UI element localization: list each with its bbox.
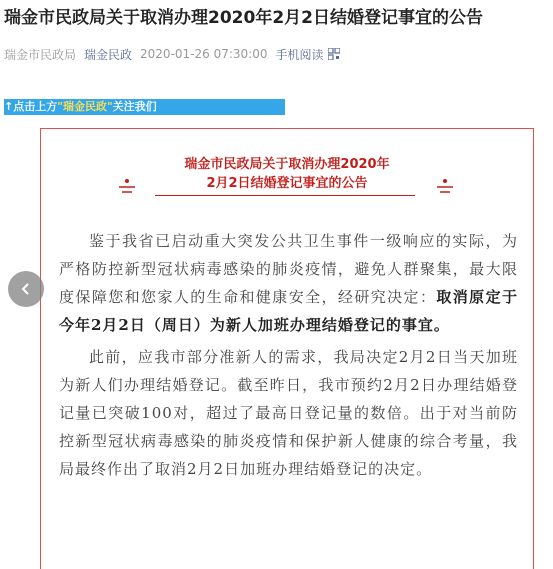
notice-heading [41,155,533,193]
banner-account: "瑞金民政" [57,100,113,113]
ornament-left-icon [117,175,137,197]
ornament-right-icon [435,175,455,197]
banner-suffix: 关注我们 [112,100,157,113]
paragraph-2: 此前，应我市部分准新人的需求，我局决定2月2日当天加班为新人们办理结婚登记。截至昨日，我市预约2月2日办理结婚登记量已突破100对，超过了最高日登记量的数倍。出于对当前防控新型冠状病毒感染的肺炎疫情和保护新人健康的综合考量，我局最终作出了取消2月2日加班办理结婚登记的决定。 [59,348,518,478]
heading-underline [155,195,415,196]
follow-banner[interactable] [4,99,285,115]
read-on-phone-link[interactable] [275,46,323,63]
article-title: 瑞金市民政局关于取消办理2020年2月2日结婚登记事宜的公告 [4,8,483,28]
banner-prefix: ↑点击上方 [4,100,58,113]
paragraph-1 [59,227,518,339]
author-name: 瑞金市民政局 [4,47,77,62]
previous-button[interactable] [8,271,44,307]
paragraph-1-decision: 取消原定于今年2月2日（周日）为新人加班办理结婚登记的事宜。 [59,288,518,334]
publish-datetime: 2020-01-26 07:30:00 [140,47,268,61]
read-on-phone-label: 手机阅读 [275,47,324,62]
notice-heading-line1: 瑞金市民政局关于取消办理2020年 [184,157,390,172]
account-link[interactable]: 瑞金民政 [84,47,133,62]
article-meta [4,44,340,64]
qr-code-icon[interactable] [328,48,340,60]
notice-body [59,227,518,487]
notice-heading-line2: 2月2日结婚登记事宜的公告 [206,176,368,191]
notice-card [40,128,534,569]
chevron-left-icon [19,282,33,296]
paragraph-1-text: 鉴于我省已启动重大突发公共卫生事件一级响应的实际，为严格防控新型冠状病毒感染的肺炎疫情，避免人群聚集，最大限度保障您和您家人的生命和健康安全，经研究决定： [59,232,518,306]
